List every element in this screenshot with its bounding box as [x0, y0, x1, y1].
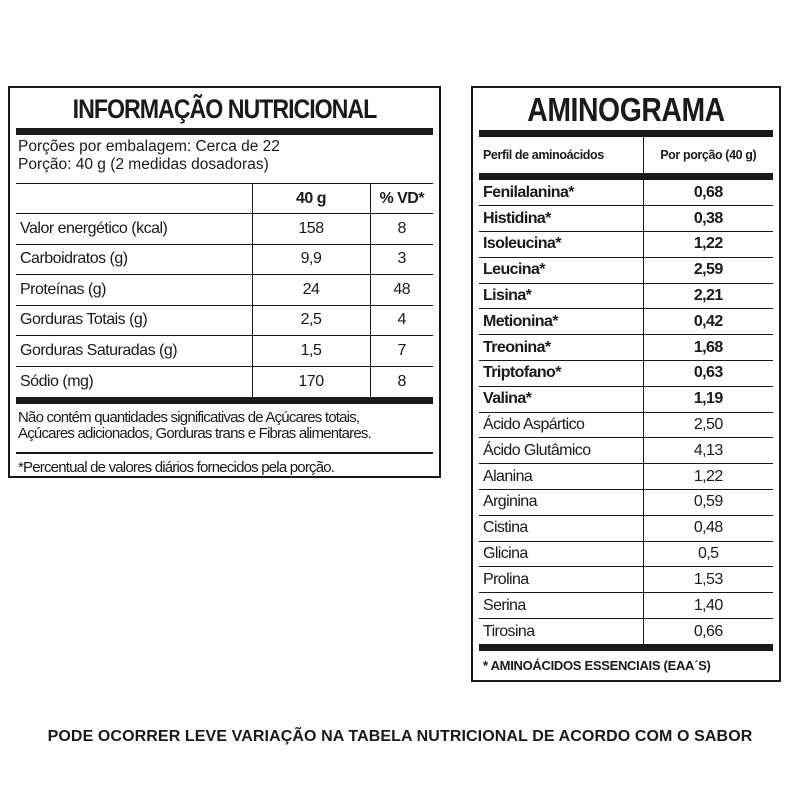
amino-acid-value: 0,66: [643, 619, 773, 645]
table-row: [479, 309, 773, 335]
aminogram-panel: [471, 86, 781, 682]
nutrition-facts-panel: [8, 86, 441, 478]
table-row: [479, 619, 773, 645]
servings-per-package: Porções por embalagem: Cerca de 22: [18, 138, 280, 155]
table-divider: [479, 644, 773, 651]
amino-acid-name: Prolina: [479, 567, 643, 593]
table-row: [16, 366, 433, 397]
header-amount: 40 g: [252, 184, 370, 214]
amino-acid-value: 2,50: [643, 412, 773, 438]
flavor-disclaimer: PODE OCORRER LEVE VARIAÇÃO NA TABELA NUTRICIONAL DE ACORDO COM O SABOR: [47, 728, 753, 745]
table-row: [479, 232, 773, 258]
aminogram-title: AMINOGRAMA: [527, 91, 725, 128]
nutrient-amount: 170: [252, 366, 370, 397]
amino-acid-name: Ácido Glutâmico: [479, 438, 643, 464]
aminogram-header-row: [479, 137, 773, 173]
serving-info: [16, 135, 433, 183]
nutrition-note-line: Não contém quantidades significativas de Açúcares totais,: [18, 408, 360, 426]
amino-acid-value: 1,22: [643, 232, 773, 258]
amino-acid-value: 0,38: [643, 206, 773, 232]
amino-acid-value: 0,42: [643, 309, 773, 335]
aminogram-footnote: * AMINOÁCIDOS ESSENCIAIS (EAA´S): [483, 658, 711, 674]
header-nutrient: [16, 184, 252, 214]
nutrient-amount: 9,9: [252, 244, 370, 275]
header-per-serving: Por porção (40 g): [643, 137, 773, 173]
amino-acid-name: Serina: [479, 593, 643, 619]
serving-size: Porção: 40 g (2 medidas dosadoras): [18, 156, 269, 173]
header-divider: [479, 173, 773, 180]
table-row: [16, 214, 433, 245]
table-row: [479, 515, 773, 541]
nutrient-amount: 158: [252, 214, 370, 245]
amino-acid-value: 4,13: [643, 438, 773, 464]
amino-acid-value: 0,63: [643, 361, 773, 387]
amino-acid-value: 0,68: [643, 180, 773, 206]
table-row: [479, 180, 773, 206]
amino-acid-name: Isoleucina*: [479, 232, 643, 258]
table-row: [479, 386, 773, 412]
nutrient-amount: 1,5: [252, 336, 370, 367]
aminogram-table: [479, 137, 773, 644]
table-row: [479, 438, 773, 464]
amino-acid-name: Histidina*: [479, 206, 643, 232]
table-row: [479, 567, 773, 593]
table-row: [16, 336, 433, 367]
nutrient-vd: 7: [370, 336, 433, 367]
table-row: [479, 335, 773, 361]
title-divider: [16, 128, 433, 135]
amino-acid-value: 1,53: [643, 567, 773, 593]
nutrient-name: Proteínas (g): [16, 275, 252, 306]
amino-acid-name: Glicina: [479, 541, 643, 567]
nutrition-title: INFORMAÇÃO NUTRICIONAL: [72, 94, 377, 124]
amino-acid-value: 1,68: [643, 335, 773, 361]
amino-acid-value: 0,5: [643, 541, 773, 567]
title-divider: [479, 130, 773, 137]
nutrient-name: Carboidratos (g): [16, 244, 252, 275]
table-row: [479, 490, 773, 516]
amino-acid-value: 1,22: [643, 464, 773, 490]
table-row: [16, 275, 433, 306]
table-row: [479, 257, 773, 283]
amino-acid-name: Alanina: [479, 464, 643, 490]
amino-acid-name: Triptofano*: [479, 361, 643, 387]
amino-acid-value: 2,21: [643, 283, 773, 309]
table-row: [479, 593, 773, 619]
nutrition-header-row: [16, 184, 433, 214]
amino-acid-value: 0,48: [643, 515, 773, 541]
nutrition-note: [16, 404, 433, 452]
nutrient-name: Valor energético (kcal): [16, 214, 252, 245]
amino-acid-value: 1,19: [643, 386, 773, 412]
amino-acid-name: Tirosina: [479, 619, 643, 645]
amino-acid-name: Valina*: [479, 386, 643, 412]
nutrient-vd: 8: [370, 366, 433, 397]
nutrient-name: Sódio (mg): [16, 366, 252, 397]
amino-acid-name: Treonina*: [479, 335, 643, 361]
table-row: [479, 541, 773, 567]
nutrition-note-line: Açúcares adicionados, Gorduras trans e Fibras alimentares.: [18, 424, 371, 442]
nutrition-footnote: *Percentual de valores diários fornecidos pela porção.: [18, 458, 335, 476]
nutrient-name: Gorduras Saturadas (g): [16, 336, 252, 367]
nutrient-name: Gorduras Totais (g): [16, 305, 252, 336]
amino-acid-name: Ácido Aspártico: [479, 412, 643, 438]
table-row: [479, 412, 773, 438]
table-divider: [16, 397, 433, 404]
nutrient-vd: 8: [370, 214, 433, 245]
header-profile: Perfil de aminoácidos: [483, 148, 604, 162]
amino-acid-value: 1,40: [643, 593, 773, 619]
table-row: [16, 305, 433, 336]
nutrition-table: [16, 183, 433, 397]
nutrient-amount: 24: [252, 275, 370, 306]
table-row: [479, 464, 773, 490]
amino-acid-name: Cistina: [479, 515, 643, 541]
amino-acid-name: Metionina*: [479, 309, 643, 335]
amino-acid-name: Leucina*: [479, 257, 643, 283]
amino-acid-name: Arginina: [479, 490, 643, 516]
header-vd: % VD*: [370, 184, 433, 214]
amino-acid-value: 2,59: [643, 257, 773, 283]
table-row: [479, 361, 773, 387]
amino-acid-name: Fenilalanina*: [483, 183, 574, 201]
table-row: [16, 244, 433, 275]
table-row: [479, 283, 773, 309]
amino-acid-name: Lisina*: [479, 283, 643, 309]
amino-acid-value: 0,59: [643, 490, 773, 516]
nutrient-vd: 4: [370, 305, 433, 336]
nutrient-vd: 48: [370, 275, 433, 306]
table-row: [479, 206, 773, 232]
nutrient-amount: 2,5: [252, 305, 370, 336]
nutrient-vd: 3: [370, 244, 433, 275]
